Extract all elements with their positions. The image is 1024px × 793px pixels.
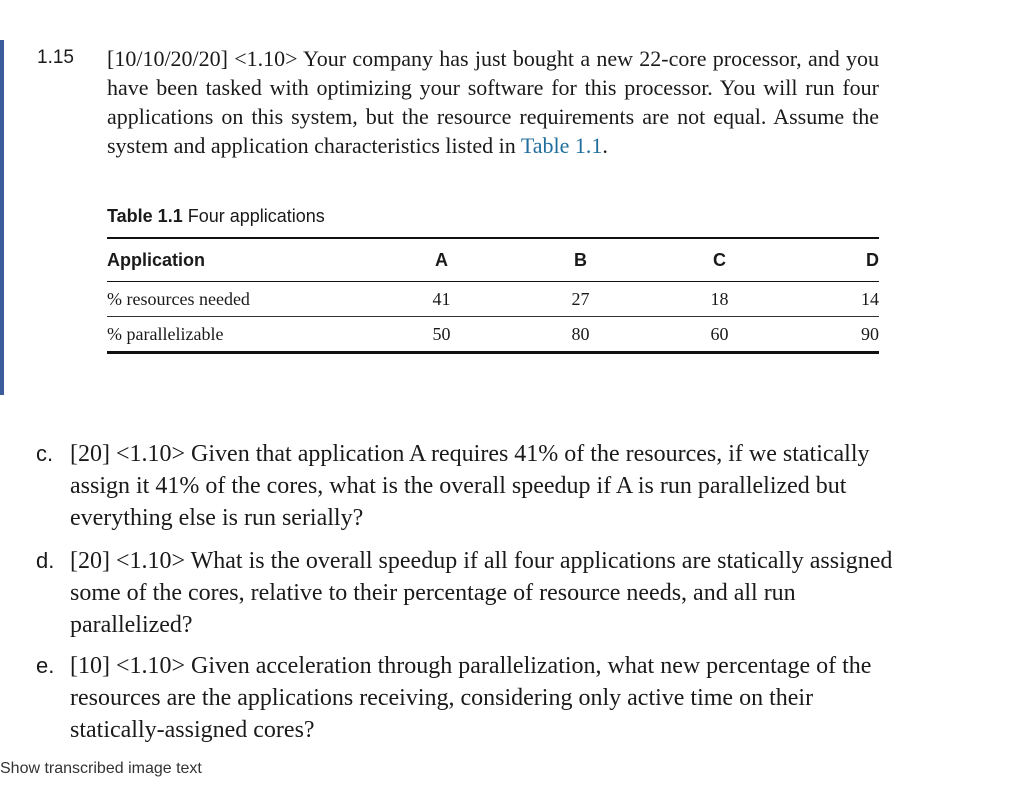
question-text: [20] <1.10> What is the overall speedup if all four applications are statically assigned some of the cores, relative to their percentage of resource needs, and all run parallelized? bbox=[70, 548, 893, 638]
table-cell: 27 bbox=[511, 282, 650, 317]
table-header-row bbox=[107, 238, 879, 282]
table-cell: 18 bbox=[650, 282, 789, 317]
table-cell: 90 bbox=[789, 317, 879, 353]
header-d: D bbox=[789, 238, 879, 282]
header-application: Application bbox=[107, 238, 372, 282]
table-cell: 60 bbox=[650, 317, 789, 353]
question-e bbox=[36, 650, 902, 746]
header-a: A bbox=[372, 238, 511, 282]
question-letter: e. bbox=[36, 653, 55, 678]
header-b: B bbox=[511, 238, 650, 282]
show-transcribed-text-link[interactable]: Show transcribed image text bbox=[0, 760, 202, 777]
row-label: % parallelizable bbox=[107, 317, 372, 353]
left-accent-bar bbox=[0, 40, 4, 395]
table-caption-label: Table 1.1 bbox=[107, 206, 183, 226]
table-caption bbox=[107, 206, 325, 227]
header-c: C bbox=[650, 238, 789, 282]
question-d bbox=[36, 545, 902, 641]
row-label: % resources needed bbox=[107, 282, 372, 317]
applications-table bbox=[107, 237, 879, 354]
problem-text: [10/10/20/20] <1.10> Your company has just bought a new 22-core processor, and you have been tasked with optimizing your software for this processor. You will run four applications on this system, but the resource requirements are not equal. Assume the system and application characteristics listed in bbox=[107, 46, 879, 158]
table-cell: 80 bbox=[511, 317, 650, 353]
table-caption-title: Four applications bbox=[187, 206, 325, 226]
table-cell: 41 bbox=[372, 282, 511, 317]
table-cell: 14 bbox=[789, 282, 879, 317]
table-row bbox=[107, 317, 879, 353]
question-letter: c. bbox=[36, 441, 54, 466]
question-text: [20] <1.10> Given that application A requires 41% of the resources, if we statically assign it 41% of the cores, what is the overall speedup if A is run parallelized but everything else is run serially? bbox=[70, 441, 870, 531]
question-letter: d. bbox=[36, 548, 55, 573]
table-reference-link[interactable]: Table 1.1 bbox=[520, 133, 603, 158]
problem-number: 1.15 bbox=[37, 47, 74, 68]
problem-statement bbox=[107, 44, 879, 160]
table-row bbox=[107, 282, 879, 317]
question-text: [10] <1.10> Given acceleration through parallelization, what new percentage of the resources are the applications receiving, considering only active time on their statically-assigned cores? bbox=[70, 653, 872, 743]
question-c bbox=[36, 438, 902, 534]
table-cell: 50 bbox=[372, 317, 511, 353]
problem-text-end: . bbox=[602, 133, 608, 158]
